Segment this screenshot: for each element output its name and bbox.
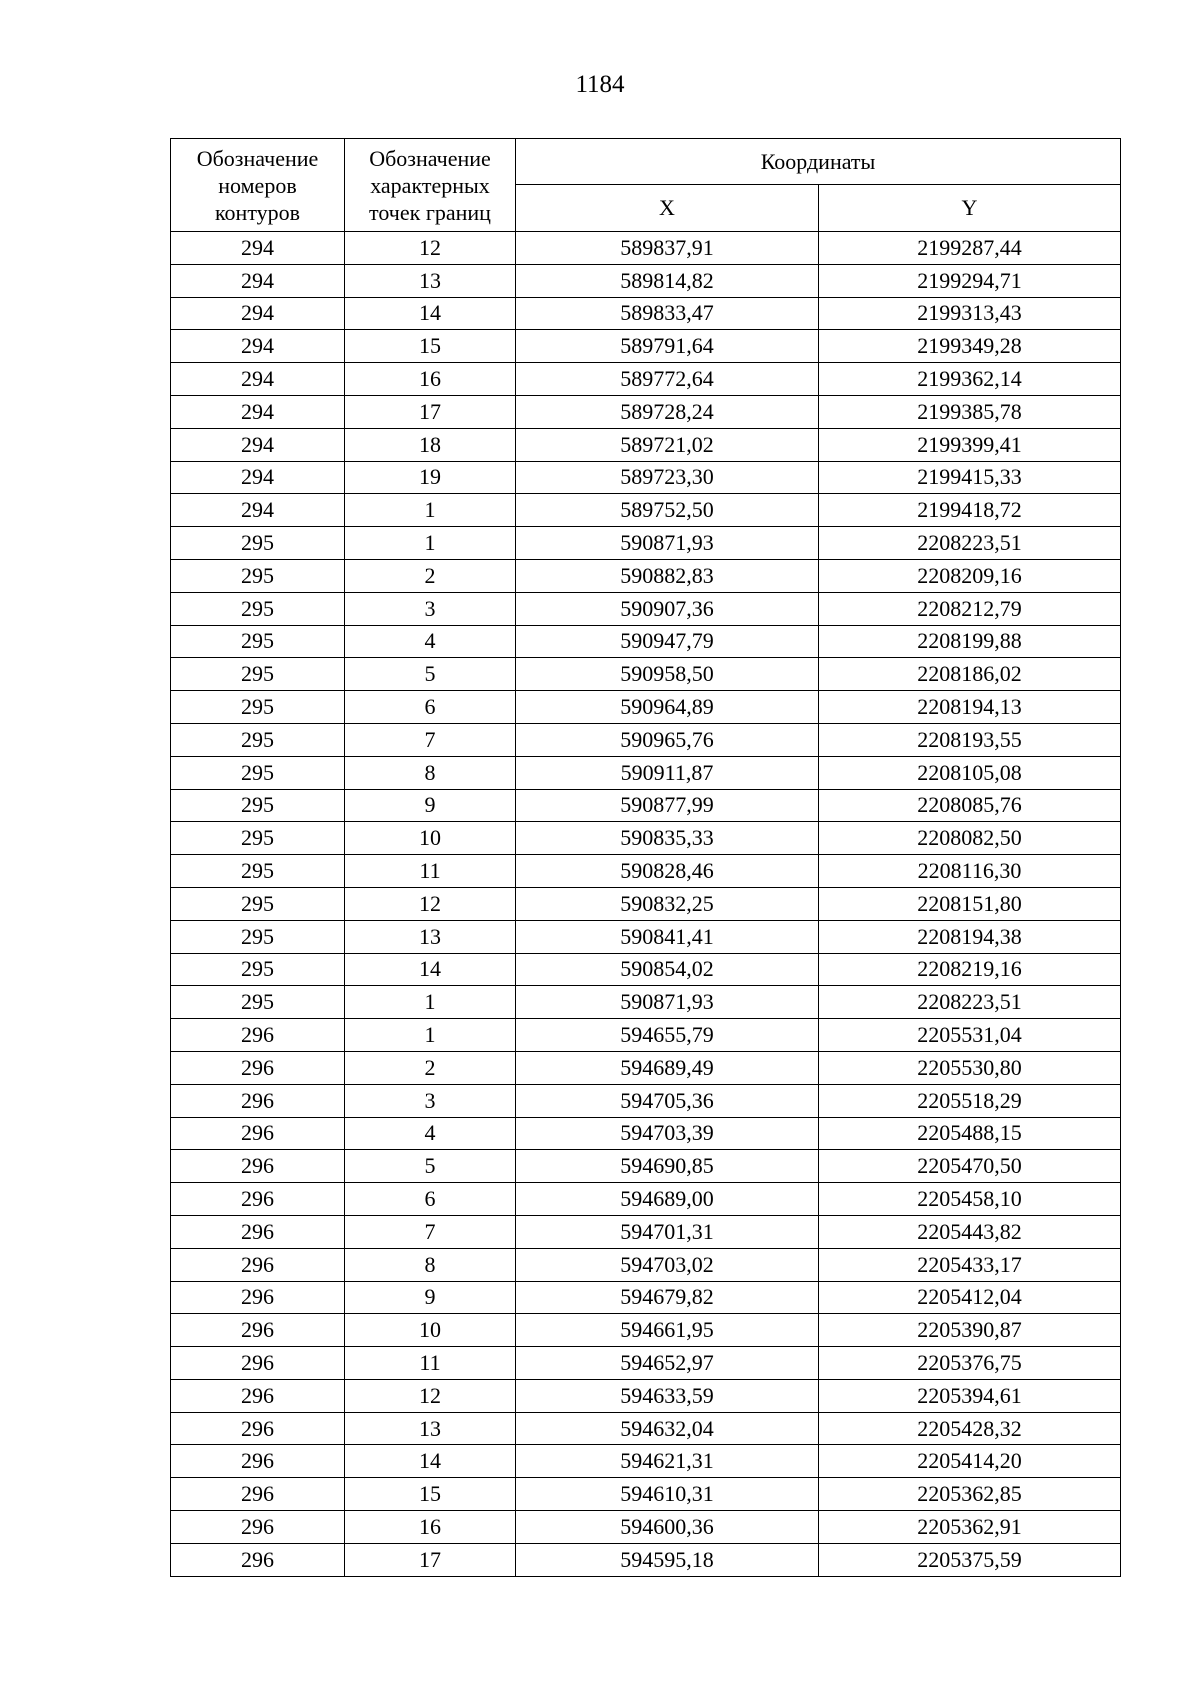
x-coordinate-cell: 590871,93 <box>516 986 819 1019</box>
y-coordinate-cell: 2205375,59 <box>819 1543 1121 1576</box>
x-coordinate-cell: 594633,59 <box>516 1379 819 1412</box>
x-coordinate-cell: 590882,83 <box>516 559 819 592</box>
point-number-cell: 16 <box>345 363 516 396</box>
table-row <box>171 1051 1121 1084</box>
y-coordinate-cell: 2199385,78 <box>819 395 1121 428</box>
x-coordinate-cell: 590835,33 <box>516 822 819 855</box>
contour-number-cell: 295 <box>171 855 345 888</box>
x-coordinate-cell: 594632,04 <box>516 1412 819 1445</box>
table-row <box>171 494 1121 527</box>
contour-number-cell: 296 <box>171 1445 345 1478</box>
x-coordinate-cell: 590832,25 <box>516 887 819 920</box>
x-coordinate-cell: 590958,50 <box>516 658 819 691</box>
table-row <box>171 625 1121 658</box>
y-coordinate-cell: 2208199,88 <box>819 625 1121 658</box>
coordinates-table <box>170 138 1121 1577</box>
table-row <box>171 1248 1121 1281</box>
table-row <box>171 822 1121 855</box>
point-number-cell: 13 <box>345 1412 516 1445</box>
y-coordinate-cell: 2205414,20 <box>819 1445 1121 1478</box>
point-number-cell: 11 <box>345 855 516 888</box>
point-number-cell: 1 <box>345 527 516 560</box>
point-number-cell: 1 <box>345 494 516 527</box>
point-number-cell: 4 <box>345 1117 516 1150</box>
y-coordinate-cell: 2208223,51 <box>819 527 1121 560</box>
header-line: Обозначение <box>196 145 319 171</box>
y-coordinate-cell: 2208082,50 <box>819 822 1121 855</box>
table-row <box>171 1511 1121 1544</box>
point-number-cell: 1 <box>345 1019 516 1052</box>
table-header <box>171 139 1121 232</box>
header-line: номеров <box>218 172 297 198</box>
contour-number-cell: 295 <box>171 920 345 953</box>
x-coordinate-cell: 594689,49 <box>516 1051 819 1084</box>
y-coordinate-cell: 2208193,55 <box>819 723 1121 756</box>
x-coordinate-cell: 590964,89 <box>516 691 819 724</box>
x-coordinate-cell: 589721,02 <box>516 428 819 461</box>
table-body <box>171 232 1121 1577</box>
point-number-cell: 19 <box>345 461 516 494</box>
table-row <box>171 330 1121 363</box>
contour-number-cell: 296 <box>171 1248 345 1281</box>
x-coordinate-cell: 594655,79 <box>516 1019 819 1052</box>
table-row <box>171 1379 1121 1412</box>
contour-number-cell: 296 <box>171 1215 345 1248</box>
y-coordinate-cell: 2199287,44 <box>819 232 1121 265</box>
contour-number-cell: 296 <box>171 1084 345 1117</box>
y-coordinate-cell: 2208116,30 <box>819 855 1121 888</box>
x-coordinate-cell: 594600,36 <box>516 1511 819 1544</box>
x-coordinate-cell: 594621,31 <box>516 1445 819 1478</box>
contour-number-cell: 296 <box>171 1183 345 1216</box>
header-contour-numbers <box>171 139 345 232</box>
header-line: контуров <box>214 199 301 225</box>
contour-number-cell: 294 <box>171 494 345 527</box>
table-row <box>171 658 1121 691</box>
point-number-cell: 16 <box>345 1511 516 1544</box>
point-number-cell: 12 <box>345 1379 516 1412</box>
contour-number-cell: 296 <box>171 1379 345 1412</box>
x-coordinate-cell: 594610,31 <box>516 1478 819 1511</box>
point-number-cell: 10 <box>345 822 516 855</box>
table-row <box>171 527 1121 560</box>
point-number-cell: 5 <box>345 658 516 691</box>
contour-number-cell: 294 <box>171 264 345 297</box>
contour-number-cell: 295 <box>171 723 345 756</box>
contour-number-cell: 295 <box>171 887 345 920</box>
contour-number-cell: 294 <box>171 232 345 265</box>
y-coordinate-cell: 2205433,17 <box>819 1248 1121 1281</box>
x-coordinate-cell: 590871,93 <box>516 527 819 560</box>
table-row <box>171 1117 1121 1150</box>
contour-number-cell: 295 <box>171 559 345 592</box>
contour-number-cell: 296 <box>171 1478 345 1511</box>
y-coordinate-cell: 2199362,14 <box>819 363 1121 396</box>
table-row <box>171 559 1121 592</box>
y-coordinate-cell: 2205530,80 <box>819 1051 1121 1084</box>
point-number-cell: 6 <box>345 1183 516 1216</box>
header-boundary-points <box>345 139 516 232</box>
point-number-cell: 12 <box>345 232 516 265</box>
contour-number-cell: 296 <box>171 1150 345 1183</box>
table-row <box>171 887 1121 920</box>
x-coordinate-cell: 590828,46 <box>516 855 819 888</box>
y-coordinate-cell: 2205470,50 <box>819 1150 1121 1183</box>
contour-number-cell: 294 <box>171 330 345 363</box>
x-coordinate-cell: 594703,39 <box>516 1117 819 1150</box>
contour-number-cell: 296 <box>171 1281 345 1314</box>
point-number-cell: 8 <box>345 756 516 789</box>
point-number-cell: 13 <box>345 920 516 953</box>
x-coordinate-cell: 594679,82 <box>516 1281 819 1314</box>
table-row <box>171 1084 1121 1117</box>
y-coordinate-cell: 2199399,41 <box>819 428 1121 461</box>
contour-number-cell: 294 <box>171 461 345 494</box>
y-coordinate-cell: 2208219,16 <box>819 953 1121 986</box>
x-coordinate-cell: 589837,91 <box>516 232 819 265</box>
y-coordinate-cell: 2199415,33 <box>819 461 1121 494</box>
table-row <box>171 428 1121 461</box>
point-number-cell: 14 <box>345 1445 516 1478</box>
y-coordinate-cell: 2205390,87 <box>819 1314 1121 1347</box>
contour-number-cell: 294 <box>171 428 345 461</box>
point-number-cell: 7 <box>345 723 516 756</box>
point-number-cell: 15 <box>345 330 516 363</box>
y-coordinate-cell: 2199349,28 <box>819 330 1121 363</box>
header-line: Обозначение <box>369 145 491 171</box>
y-coordinate-cell: 2208085,76 <box>819 789 1121 822</box>
point-number-cell: 9 <box>345 1281 516 1314</box>
header-x: X <box>516 185 819 232</box>
table-row <box>171 1543 1121 1576</box>
x-coordinate-cell: 589723,30 <box>516 461 819 494</box>
y-coordinate-cell: 2205376,75 <box>819 1347 1121 1380</box>
x-coordinate-cell: 589728,24 <box>516 395 819 428</box>
x-coordinate-cell: 594689,00 <box>516 1183 819 1216</box>
x-coordinate-cell: 590911,87 <box>516 756 819 789</box>
table-row <box>171 297 1121 330</box>
y-coordinate-cell: 2208105,08 <box>819 756 1121 789</box>
point-number-cell: 1 <box>345 986 516 1019</box>
x-coordinate-cell: 589752,50 <box>516 494 819 527</box>
table-row <box>171 232 1121 265</box>
x-coordinate-cell: 594652,97 <box>516 1347 819 1380</box>
x-coordinate-cell: 589814,82 <box>516 264 819 297</box>
y-coordinate-cell: 2205458,10 <box>819 1183 1121 1216</box>
y-coordinate-cell: 2208151,80 <box>819 887 1121 920</box>
contour-number-cell: 296 <box>171 1314 345 1347</box>
contour-number-cell: 295 <box>171 691 345 724</box>
y-coordinate-cell: 2208212,79 <box>819 592 1121 625</box>
x-coordinate-cell: 589791,64 <box>516 330 819 363</box>
table-row <box>171 920 1121 953</box>
contour-number-cell: 296 <box>171 1117 345 1150</box>
table-row <box>171 1281 1121 1314</box>
point-number-cell: 13 <box>345 264 516 297</box>
x-coordinate-cell: 594703,02 <box>516 1248 819 1281</box>
table-row <box>171 1150 1121 1183</box>
contour-number-cell: 294 <box>171 297 345 330</box>
table-row <box>171 1183 1121 1216</box>
x-coordinate-cell: 594705,36 <box>516 1084 819 1117</box>
contour-number-cell: 295 <box>171 789 345 822</box>
y-coordinate-cell: 2205362,91 <box>819 1511 1121 1544</box>
contour-number-cell: 296 <box>171 1543 345 1576</box>
table-row <box>171 855 1121 888</box>
table-row <box>171 1412 1121 1445</box>
x-coordinate-cell: 594595,18 <box>516 1543 819 1576</box>
contour-number-cell: 295 <box>171 756 345 789</box>
contour-number-cell: 296 <box>171 1412 345 1445</box>
point-number-cell: 17 <box>345 395 516 428</box>
y-coordinate-cell: 2208186,02 <box>819 658 1121 691</box>
contour-number-cell: 295 <box>171 953 345 986</box>
point-number-cell: 6 <box>345 691 516 724</box>
table-row <box>171 756 1121 789</box>
point-number-cell: 9 <box>345 789 516 822</box>
point-number-cell: 5 <box>345 1150 516 1183</box>
header-y: Y <box>819 185 1121 232</box>
contour-number-cell: 295 <box>171 986 345 1019</box>
table-row <box>171 1478 1121 1511</box>
y-coordinate-cell: 2205394,61 <box>819 1379 1121 1412</box>
y-coordinate-cell: 2199294,71 <box>819 264 1121 297</box>
contour-number-cell: 294 <box>171 395 345 428</box>
y-coordinate-cell: 2208194,13 <box>819 691 1121 724</box>
point-number-cell: 4 <box>345 625 516 658</box>
table-row <box>171 363 1121 396</box>
point-number-cell: 3 <box>345 592 516 625</box>
table-row <box>171 1019 1121 1052</box>
table-row <box>171 789 1121 822</box>
point-number-cell: 2 <box>345 1051 516 1084</box>
contour-number-cell: 296 <box>171 1511 345 1544</box>
y-coordinate-cell: 2205531,04 <box>819 1019 1121 1052</box>
contour-number-cell: 296 <box>171 1019 345 1052</box>
x-coordinate-cell: 594701,31 <box>516 1215 819 1248</box>
x-coordinate-cell: 590877,99 <box>516 789 819 822</box>
x-coordinate-cell: 590854,02 <box>516 953 819 986</box>
x-coordinate-cell: 589772,64 <box>516 363 819 396</box>
header-line: точек границ <box>369 199 491 225</box>
point-number-cell: 10 <box>345 1314 516 1347</box>
x-coordinate-cell: 590965,76 <box>516 723 819 756</box>
page-number: 1184 <box>575 71 625 98</box>
contour-number-cell: 295 <box>171 592 345 625</box>
x-coordinate-cell: 594661,95 <box>516 1314 819 1347</box>
table-row <box>171 1215 1121 1248</box>
x-coordinate-cell: 590907,36 <box>516 592 819 625</box>
table-row <box>171 691 1121 724</box>
table-row <box>171 986 1121 1019</box>
table-row <box>171 723 1121 756</box>
table-row <box>171 264 1121 297</box>
table-row <box>171 1314 1121 1347</box>
x-coordinate-cell: 590841,41 <box>516 920 819 953</box>
point-number-cell: 17 <box>345 1543 516 1576</box>
header-line: характерных <box>370 172 490 198</box>
table-row <box>171 1445 1121 1478</box>
y-coordinate-cell: 2205412,04 <box>819 1281 1121 1314</box>
point-number-cell: 18 <box>345 428 516 461</box>
y-coordinate-cell: 2208223,51 <box>819 986 1121 1019</box>
point-number-cell: 15 <box>345 1478 516 1511</box>
y-coordinate-cell: 2205518,29 <box>819 1084 1121 1117</box>
contour-number-cell: 295 <box>171 625 345 658</box>
contour-number-cell: 295 <box>171 658 345 691</box>
y-coordinate-cell: 2208194,38 <box>819 920 1121 953</box>
x-coordinate-cell: 589833,47 <box>516 297 819 330</box>
y-coordinate-cell: 2199418,72 <box>819 494 1121 527</box>
point-number-cell: 2 <box>345 559 516 592</box>
table-row <box>171 461 1121 494</box>
header-coordinates: Координаты <box>516 139 1121 185</box>
y-coordinate-cell: 2208209,16 <box>819 559 1121 592</box>
contour-number-cell: 294 <box>171 363 345 396</box>
point-number-cell: 3 <box>345 1084 516 1117</box>
x-coordinate-cell: 590947,79 <box>516 625 819 658</box>
point-number-cell: 7 <box>345 1215 516 1248</box>
contour-number-cell: 295 <box>171 527 345 560</box>
point-number-cell: 14 <box>345 297 516 330</box>
y-coordinate-cell: 2205488,15 <box>819 1117 1121 1150</box>
point-number-cell: 11 <box>345 1347 516 1380</box>
contour-number-cell: 295 <box>171 822 345 855</box>
y-coordinate-cell: 2199313,43 <box>819 297 1121 330</box>
y-coordinate-cell: 2205428,32 <box>819 1412 1121 1445</box>
x-coordinate-cell: 594690,85 <box>516 1150 819 1183</box>
point-number-cell: 12 <box>345 887 516 920</box>
y-coordinate-cell: 2205443,82 <box>819 1215 1121 1248</box>
table-row <box>171 953 1121 986</box>
table-row <box>171 1347 1121 1380</box>
contour-number-cell: 296 <box>171 1051 345 1084</box>
point-number-cell: 14 <box>345 953 516 986</box>
table-row <box>171 592 1121 625</box>
table-row <box>171 395 1121 428</box>
contour-number-cell: 296 <box>171 1347 345 1380</box>
point-number-cell: 8 <box>345 1248 516 1281</box>
y-coordinate-cell: 2205362,85 <box>819 1478 1121 1511</box>
